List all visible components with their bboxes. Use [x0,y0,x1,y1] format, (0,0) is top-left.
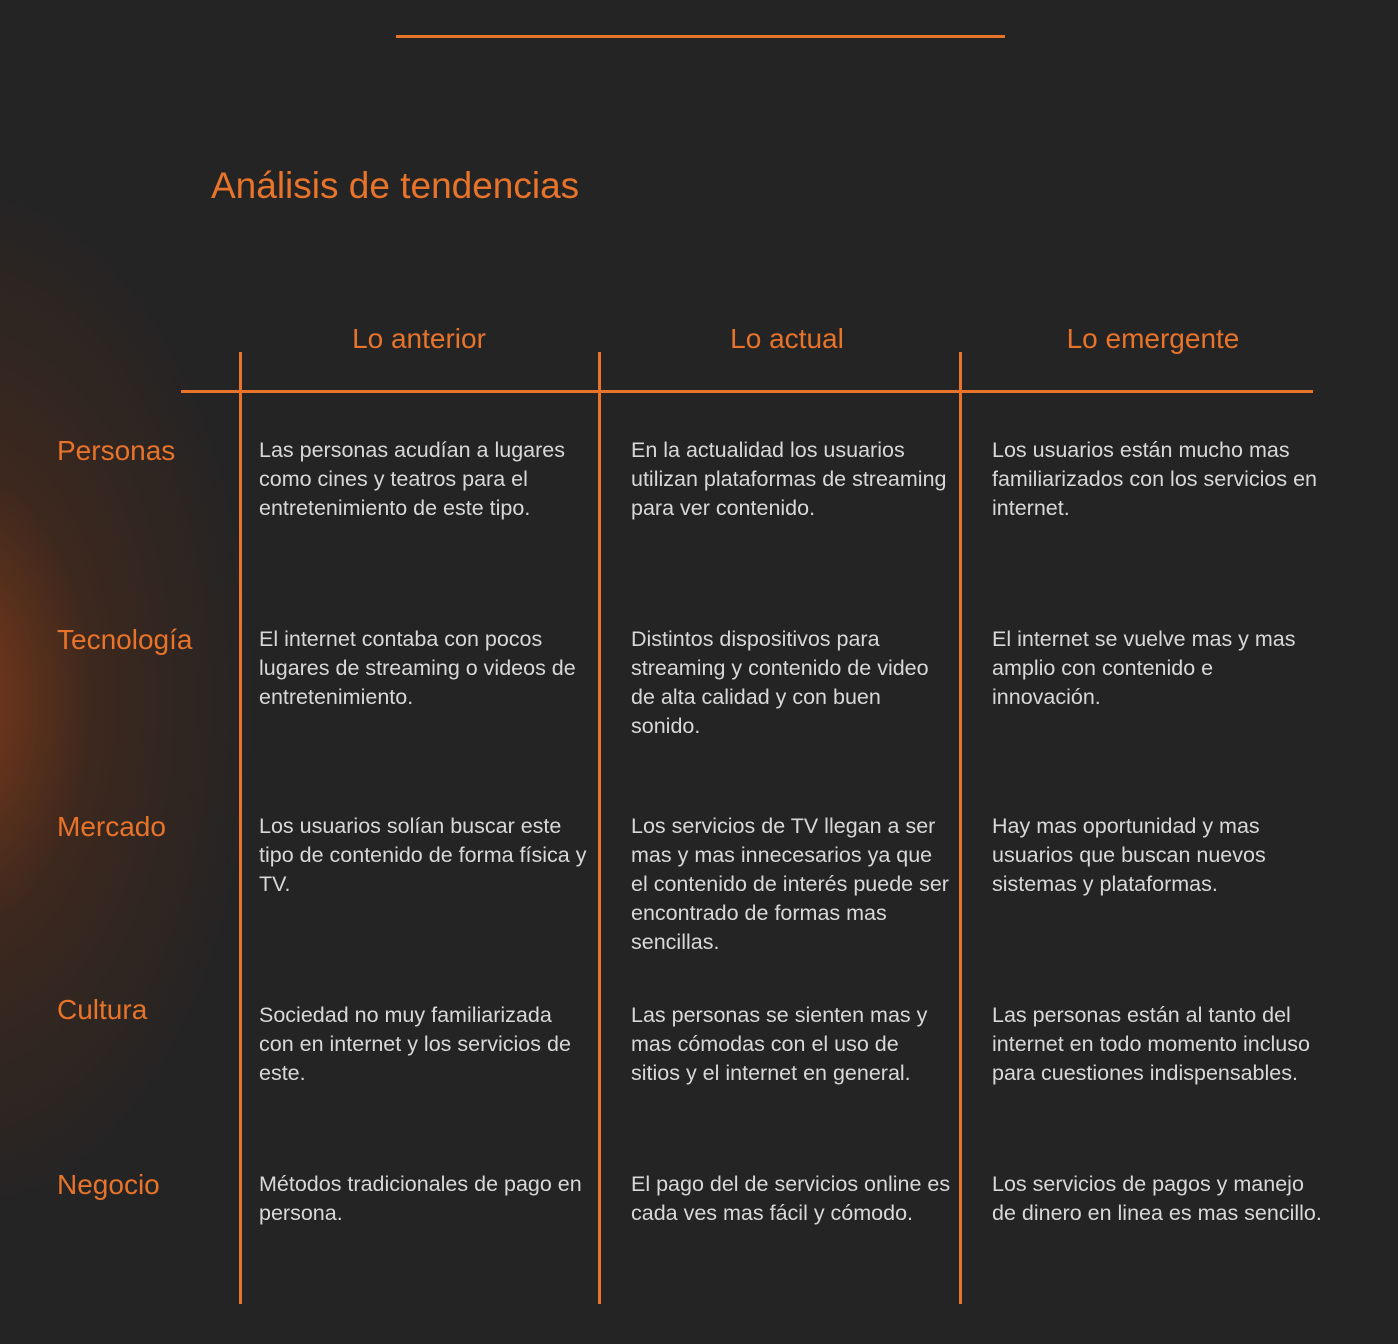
cell-mercado-anterior: Los usuarios solían buscar este tipo de contenido de forma física y TV. [259,814,587,896]
column-divider-3 [959,352,962,1304]
cell-tecnologia-emergente: El internet se vuelve mas y mas amplio con contenido e innovación. [992,627,1296,709]
cell-mercado-emergente: Hay mas oportunidad y mas usuarios que buscan nuevos sistemas y plataformas. [992,814,1266,896]
column-header-lo-anterior: Lo anterior [352,323,486,354]
cell-personas-actual: En la actualidad los usuarios utilizan plataformas de streaming para ver contenido. [631,438,947,520]
column-divider-2 [598,352,601,1304]
cell-negocio-anterior: Métodos tradicionales de pago en persona. [259,1172,582,1225]
column-header-lo-actual: Lo actual [730,323,844,354]
cell-tecnologia-actual: Distintos dispositivos para streaming y contenido de video de alta calidad y con buen sonido. [631,627,929,738]
row-label-negocio: Negocio [57,1169,160,1200]
cell-tecnologia-anterior: El internet contaba con pocos lugares de streaming o videos de entretenimiento. [259,627,576,709]
row-label-cultura: Cultura [57,994,148,1025]
cell-cultura-emergente: Las personas están al tanto del internet en todo momento incluso para cuestiones indispensables. [992,1003,1310,1085]
header-divider [181,390,1313,393]
column-divider-1 [239,352,242,1304]
cell-cultura-actual: Las personas se sienten mas y mas cómodas con el uso de sitios y el internet en general. [631,1003,928,1085]
cell-cultura-anterior: Sociedad no muy familiarizada con en internet y los servicios de este. [259,1003,571,1085]
row-label-tecnologia: Tecnología [57,624,193,655]
top-divider [396,35,1005,38]
cell-negocio-actual: El pago del de servicios online es cada ves mas fácil y cómodo. [631,1172,951,1225]
row-label-mercado: Mercado [57,811,166,842]
cell-personas-emergente: Los usuarios están mucho mas familiarizados con los servicios en internet. [992,438,1318,520]
cell-personas-anterior: Las personas acudían a lugares como cines y teatros para el entretenimiento de este tipo. [259,438,565,520]
page-title: Análisis de tendencias [211,165,580,206]
cell-mercado-actual: Los servicios de TV llegan a ser mas y mas innecesarios ya que el contenido de interés puede ser encontrado de formas mas sencillas. [631,814,949,954]
row-label-personas: Personas [57,435,176,466]
column-header-lo-emergente: Lo emergente [1066,323,1240,354]
cell-negocio-emergente: Los servicios de pagos y manejo de dinero en linea es mas sencillo. [992,1172,1322,1225]
